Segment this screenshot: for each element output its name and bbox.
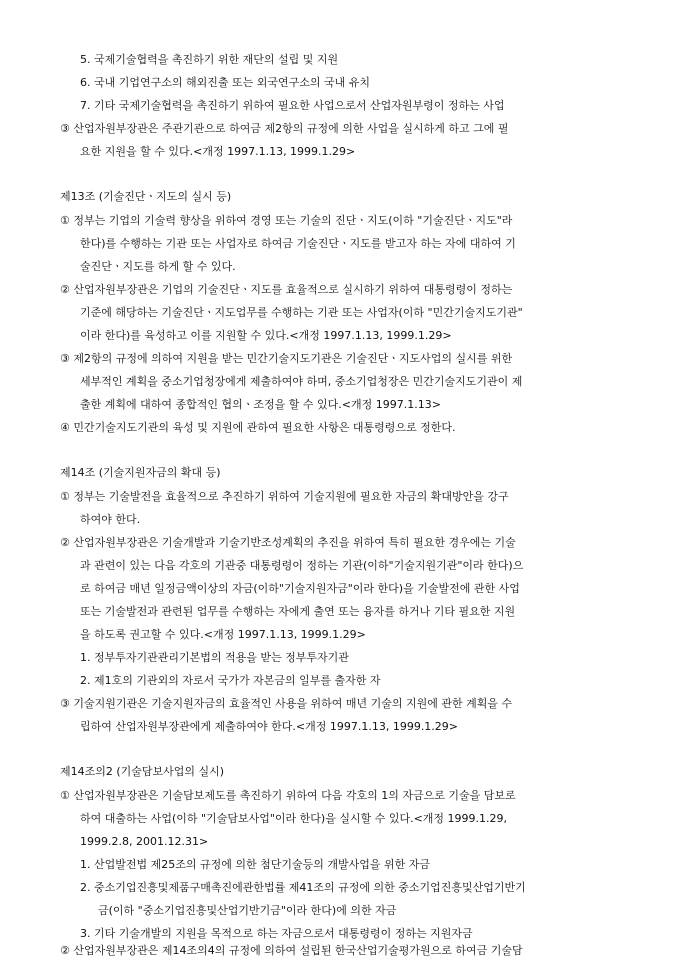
paragraph-line: 출한 계획에 대하여 종합적인 협의ㆍ조정을 할 수 있다.<개정 1997.1.13> xyxy=(80,398,441,411)
paragraph-line: 술진단ㆍ지도를 하게 할 수 있다. xyxy=(80,260,236,273)
paragraph-line: 한다)를 수행하는 기관 또는 사업자로 하여금 기술진단ㆍ지도를 받고자 하는 자에 대하여 기 xyxy=(80,237,516,250)
paragraph-line: 또는 기술발전과 관련된 업무를 수행하는 자에게 출연 또는 융자를 하거나 기타 필요한 지원 xyxy=(80,605,516,618)
paragraph-line: 과 관련이 있는 다음 각호의 기관중 대통령령이 정하는 기관(이하"기술지원기관"이라 한다)으 xyxy=(80,559,524,572)
list-item: 3. 기타 기술개발의 지원을 목적으로 하는 자금으로서 대통령령이 정하는 지원자금 xyxy=(80,927,473,940)
paragraph-line: ② 산업자원부장관은 기술개발과 기술기반조성계획의 추진을 위하여 특히 필요한 경우에는 기술 xyxy=(60,536,516,549)
article-heading: 제13조 (기술진단ㆍ지도의 실시 등) xyxy=(60,190,232,203)
list-item: 5. 국제기술협력을 촉진하기 위한 재단의 설립 및 지원 xyxy=(80,53,339,66)
paragraph-line: ③ 제2항의 규정에 의하여 지원을 받는 민간기술지도기관은 기술진단ㆍ지도사업의 실시를 위한 xyxy=(60,352,513,365)
paragraph-line: 하여 대출하는 사업(이하 "기술담보사업"이라 한다)을 실시할 수 있다.<개정 1999.1.29, xyxy=(80,812,508,825)
list-item: 1. 정부투자기관관리기본법의 적용을 받는 정부투자기관 xyxy=(80,651,349,664)
paragraph-line: 이라 한다)를 육성하고 이를 지원할 수 있다.<개정 1997.1.13, 1999.1.29> xyxy=(80,329,452,342)
list-item: 6. 국내 기업연구소의 해외진출 또는 외국연구소의 국내 유치 xyxy=(80,76,370,89)
paragraph-line: ① 정부는 기술발전을 효율적으로 추진하기 위하여 기술지원에 필요한 자금의 확대방안을 강구 xyxy=(60,490,509,503)
paragraph-line: 요한 지원을 할 수 있다.<개정 1997.1.13, 1999.1.29> xyxy=(80,145,356,158)
paragraph-line: ③ 기술지원기관은 기술지원자금의 효율적인 사용을 위하여 매년 기술의 지원에 관한 계획을 수 xyxy=(60,697,513,710)
paragraph-line: ④ 민간기술지도기관의 육성 및 지원에 관하여 필요한 사항은 대통령령으로 정한다. xyxy=(60,421,456,434)
article-heading: 제14조 (기술지원자금의 확대 등) xyxy=(60,466,221,479)
paragraph-line: ② 산업자원부장관은 제14조의4의 규정에 의하여 설립된 한국산업기술평가원으로 하여금 기술담 xyxy=(60,944,523,957)
paragraph-line: ② 산업자원부장관은 기업의 기술진단ㆍ지도를 효율적으로 실시하기 위하여 대통령령이 정하는 xyxy=(60,283,513,296)
paragraph-line: 립하여 산업자원부장관에게 제출하여야 한다.<개정 1997.1.13, 1999.1.29> xyxy=(80,720,459,733)
paragraph-line: ① 산업자원부장관은 기술담보제도를 촉진하기 위하여 다음 각호의 1의 자금으로 기술을 담보로 xyxy=(60,789,516,802)
list-item: 2. 제1호의 기관외의 자로서 국가가 자본금의 일부를 출자한 자 xyxy=(80,674,381,687)
list-item: 1. 산업발전법 제25조의 규정에 의한 첨단기술등의 개발사업을 위한 자금 xyxy=(80,858,430,871)
paragraph-line: 1999.2.8, 2001.12.31> xyxy=(80,835,209,848)
list-item: 2. 중소기업진흥및제품구매촉진에관한법률 제41조의 규정에 의한 중소기업진흥및산업기반기 xyxy=(80,881,526,894)
paragraph-line: 하여야 한다. xyxy=(80,513,141,526)
list-item: 금(이하 "중소기업진흥및산업기반기금"이라 한다)에 의한 자금 xyxy=(98,904,397,917)
list-item: 7. 기타 국제기술협력을 촉진하기 위하여 필요한 사업으로서 산업자원부령이 정하는 사업 xyxy=(80,99,505,112)
paragraph-line: 을 하도록 권고할 수 있다.<개정 1997.1.13, 1999.1.29> xyxy=(80,628,366,641)
paragraph-line: 기준에 해당하는 기술진단ㆍ지도업무를 수행하는 기관 또는 사업자(이하 "민간기술지도기관" xyxy=(80,306,523,319)
paragraph-line: 로 하여금 매년 일정금액이상의 자금(이하"기술지원자금"이라 한다)을 기술발전에 관한 사업 xyxy=(80,582,520,595)
paragraph-line: 세부적인 계획을 중소기업청장에게 제출하여야 하며, 중소기업청장은 민간기술지도기관이 제 xyxy=(80,375,523,388)
paragraph-line: ③ 산업자원부장관은 주관기관으로 하여금 제2항의 규정에 의한 사업을 실시하게 하고 그에 필 xyxy=(60,122,509,135)
paragraph-line: ① 정부는 기업의 기술력 향상을 위하여 경영 또는 기술의 진단ㆍ지도(이하 "기술진단ㆍ지도"라 xyxy=(60,214,513,227)
article-heading: 제14조의2 (기술담보사업의 실시) xyxy=(60,765,225,778)
